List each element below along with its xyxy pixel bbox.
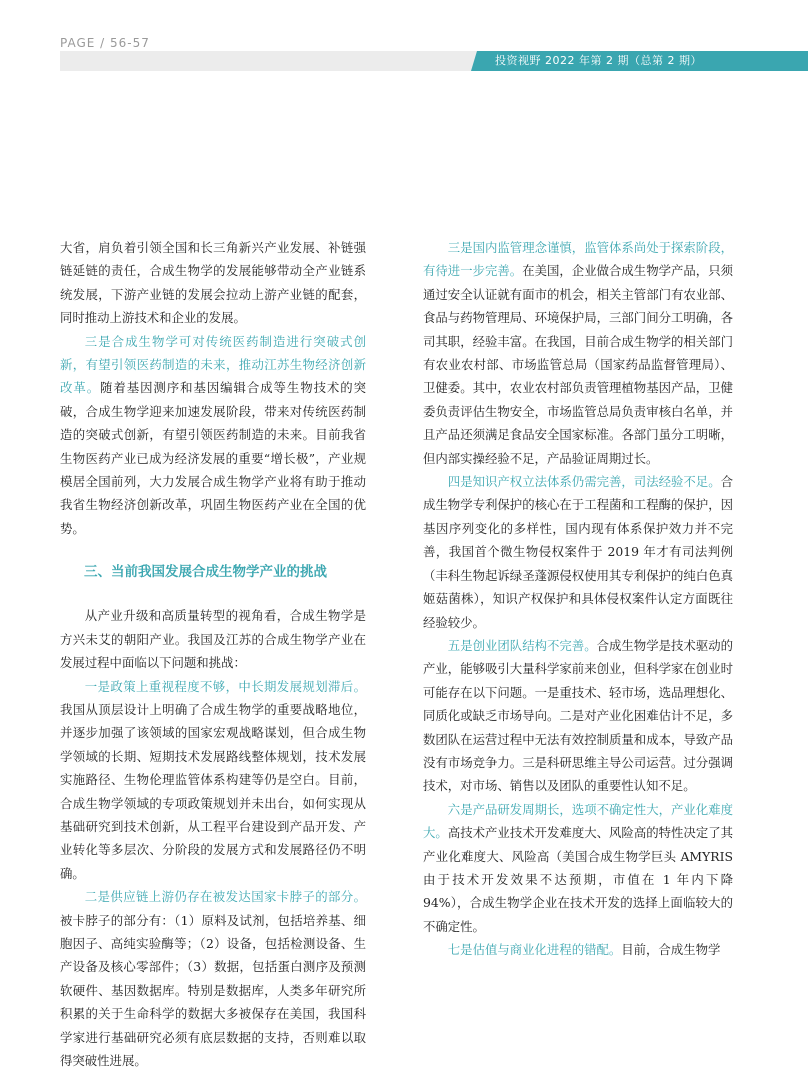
paragraph: 大省，肩负着引领全国和长三角新兴产业发展、补链强链延链的责任，合成生物学的发展能够带动全产业链系统发展，下游产业链的发展会拉动上游产业链的配套，同时推动上游技术和企业的发展。 — [60, 240, 366, 326]
paragraph — [60, 330, 366, 541]
paragraph — [60, 675, 366, 886]
paragraph: 从产业升级和高质量转型的视角看，合成生物学是方兴未艾的朝阳产业。我国及江苏的合成生物学产业在发展过程中面临以下问题和挑战： — [60, 608, 366, 671]
paragraph-body: 合成生物学是技术驱动的产业，能够吸引大量科学家前来创业，但科学家在创业时可能存在以下问题。一是重技术、轻市场，选品理想化、同质化或缺乏市场导向。二是对产业化困难估计不足，多数团队在运营过程中无法有效控制质量和成本，导致产品没有市场竞争力。三是科研思维主导公司运营。过分强调技术，对市场、销售以及团队的重要性认知不足。 — [423, 637, 734, 794]
paragraph-body: 高技术产业技术开发难度大、风险高的特性决定了其产业化难度大、风险高（美国合成生物学巨头 AMYRIS 由于技术开发效果不达预期，市值在 1 年内下降 94%），合成生物学企业在技术开发的选择上面临较大的不确定性。 — [423, 825, 734, 934]
paragraph-body: 在美国，企业做合成生物学产品，只须通过安全认证就有面市的机会，相关主管部门有农业部、食品与药物管理局、环境保护局，三部门间分工明确，各司其职，经验丰富。在我国，目前合成生物学的相关部门有农业农村部、市场监管总局（国家药品监督管理局）、卫健委。其中，农业农村部负责管理植物基因产品，卫健委负责评估生物安全，市场监管总局负责审核白名单，并且产品还须满足食品安全国家标准。各部门虽分工明晰，但内部实操经验不足，产品验证周期过长。 — [423, 263, 733, 466]
paragraph — [423, 236, 733, 470]
paragraph — [423, 634, 733, 798]
highlight-lead: 四是知识产权立法体系仍需完善，司法经验不足。 — [447, 474, 721, 490]
paragraph-body: 随着基因测序和基因编辑合成等生物技术的突破，合成生物学迎来加速发展阶段，带来对传统医药制造的突破式创新，有望引领医药制造的未来。目前我省生物医药产业已成为经济发展的重要“增长极”，产业规模居全国前列，大力发展合成生物学产业将有助于推动我省生物经济创新改革，巩固生物医药产业在全国的优势。 — [60, 380, 367, 536]
highlight-lead: 六是产品研发周期长，选项不确定性大，产业化难度大。 — [423, 801, 733, 841]
paragraph-body: 合成生物学专利保护的核心在于工程菌和工程酶的保护，因基因序列变化的多样性，国内现有体系保护效力并不完善，我国首个微生物侵权案件于 2019 年才有司法判例（丰科生物起诉绿圣蓬源侵权使用其专利保护的纯白色真姬菇菌株），知识产权保护和具体侵权案件认定方面既往经验较少。 — [423, 474, 733, 630]
paragraph — [423, 798, 733, 938]
highlight-lead: 七是估值与商业化进程的错配。 — [447, 942, 622, 958]
left-column — [60, 236, 366, 1072]
paragraph — [423, 938, 733, 961]
paragraph — [60, 885, 366, 1072]
paragraph-body: 目前，合成生物学 — [621, 942, 721, 958]
paragraph — [423, 470, 733, 634]
highlight-lead: 三是合成生物学可对传统医药制造进行突破式创新，有望引领医药制造的未来，推动江苏生物经济创新改革。 — [60, 333, 366, 396]
journal-issue-title: 投资视野 2022 年第 2 期（总第 2 期） — [495, 54, 702, 67]
page-number: PAGE / 56-57 — [60, 36, 150, 50]
section-heading: 三、当前我国发展合成生物学产业的挑战 — [84, 564, 327, 581]
paragraph-body: 被卡脖子的部分有：（1）原料及试剂，包括培养基、细胞因子、高纯实验酶等；（2）设备，包括检测设备、生产设备及核心零部件；（3）数据，包括蛋白测序及预测软硬件、基因数据库。特别是数据库，人类多年研究所积累的关于生命科学的数据大多被保存在美国，我国科学家进行基础研究必须有底层数据的支持，否则难以取得突破性进展。 — [60, 912, 366, 1068]
paragraph-body: 我国从顶层设计上明确了合成生物学的重要战略地位，并逐步加强了该领域的国家宏观战略谋划，但合成生物学领域的长期、短期技术发展路线整体规划，技术发展实施路径、生物伦理监管体系构建等仍是空白。目前，合成生物学领域的专项政策规划并未出台，如何实现从基础研究到技术创新，从工程平台建设到产品开发、产业转化等多层次、分阶段的发展方式和发展路径仍不明确。 — [60, 701, 366, 881]
highlight-lead: 一是政策上重视程度不够，中长期发展规划滞后。 — [84, 678, 366, 694]
highlight-lead: 三是国内监管理念谨慎，监管体系尚处于探索阶段，有待进一步完善。 — [423, 240, 733, 279]
highlight-lead: 五是创业团队结构不完善。 — [447, 637, 597, 653]
highlight-lead: 二是供应链上游仍存在被发达国家卡脖子的部分。 — [84, 889, 366, 905]
right-column — [423, 236, 733, 962]
